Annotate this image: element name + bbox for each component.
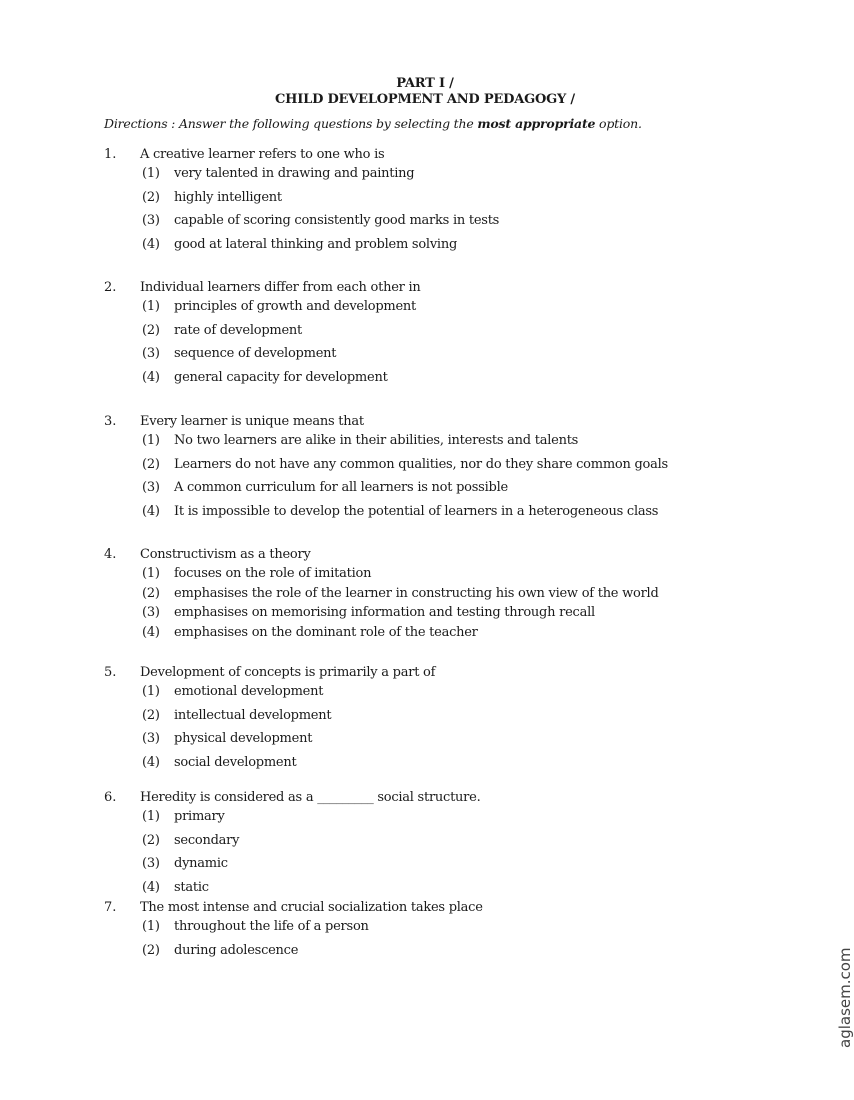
option-label: (4) (142, 503, 160, 519)
option-1[interactable] (104, 918, 704, 942)
option-text: sequence of development (174, 346, 337, 361)
option-text: primary (174, 809, 225, 824)
option-label: (3) (142, 213, 160, 228)
option-1[interactable] (104, 565, 704, 585)
question-number: 6. (104, 790, 117, 805)
option-label: (4) (142, 369, 160, 385)
option-text: highly intelligent (174, 189, 282, 205)
option-label: (3) (142, 480, 160, 495)
directions (104, 116, 642, 131)
question-7 (104, 898, 704, 965)
question-text: Individual learners differ from each other in (140, 280, 421, 295)
option-2[interactable] (104, 832, 704, 856)
question-text: Development of concepts is primarily a part of (140, 665, 436, 680)
option-label: (2) (142, 456, 160, 472)
option-text: physical development (174, 731, 313, 746)
question-text: The most intense and crucial socialization takes place (140, 900, 483, 915)
option-4[interactable] (104, 503, 704, 527)
question-5 (104, 663, 704, 777)
option-label: (4) (142, 236, 160, 252)
option-label: (4) (142, 879, 160, 895)
option-4[interactable] (104, 369, 704, 393)
option-label: (1) (142, 433, 160, 448)
option-3[interactable] (104, 345, 704, 369)
option-2[interactable] (104, 707, 704, 731)
question-3 (104, 412, 704, 526)
question-text: Heredity is considered as a _________ social structure. (140, 790, 481, 805)
option-text: throughout the life of a person (174, 919, 369, 934)
option-text: during adolescence (174, 942, 299, 958)
question-number: 2. (104, 280, 117, 295)
option-3[interactable] (104, 730, 704, 754)
option-text: emphasises the role of the learner in constructing his own view of the world (174, 585, 659, 601)
option-text: intellectual development (174, 707, 332, 723)
option-text: emphasises on memorising information and testing through recall (174, 605, 595, 620)
option-text: No two learners are alike in their abilities, interests and talents (174, 433, 579, 448)
option-text: rate of development (174, 322, 303, 338)
option-label: (3) (142, 731, 160, 746)
option-2[interactable] (104, 322, 704, 346)
question-2 (104, 278, 704, 392)
option-label: (4) (142, 754, 160, 770)
option-1[interactable] (104, 808, 704, 832)
option-text: static (174, 879, 209, 895)
option-label: (4) (142, 624, 160, 640)
question-4 (104, 545, 704, 643)
option-2[interactable] (104, 189, 704, 213)
option-label: (1) (142, 299, 160, 314)
question-number: 5. (104, 665, 117, 680)
option-1[interactable] (104, 165, 704, 189)
option-3[interactable] (104, 212, 704, 236)
option-3[interactable] (104, 604, 704, 624)
option-3[interactable] (104, 855, 704, 879)
option-text: very talented in drawing and painting (174, 166, 415, 181)
option-4[interactable] (104, 754, 704, 778)
option-label: (2) (142, 942, 160, 958)
option-4[interactable] (104, 236, 704, 260)
option-1[interactable] (104, 432, 704, 456)
directions-prefix: Directions : Answer the following questions by selecting the (104, 116, 478, 131)
option-text: capable of scoring consistently good marks in tests (174, 213, 500, 228)
option-label: (3) (142, 856, 160, 871)
directions-suffix: option. (595, 116, 642, 131)
section-title: CHILD DEVELOPMENT AND PEDAGOGY / (275, 92, 575, 107)
option-text: emotional development (174, 684, 324, 699)
option-label: (2) (142, 707, 160, 723)
option-label: (2) (142, 832, 160, 848)
question-1 (104, 145, 704, 259)
option-label: (3) (142, 605, 160, 620)
directions-emphasis: most appropriate (477, 116, 596, 131)
question-text: Constructivism as a theory (140, 547, 311, 562)
option-label: (2) (142, 322, 160, 338)
question-6 (104, 788, 704, 897)
question-number: 3. (104, 414, 117, 429)
option-text: social development (174, 754, 297, 770)
option-text: secondary (174, 832, 240, 848)
option-1[interactable] (104, 683, 704, 707)
option-2[interactable] (104, 585, 704, 605)
part-header (0, 76, 850, 108)
option-3[interactable] (104, 479, 704, 503)
option-1[interactable] (104, 298, 704, 322)
option-text: emphasises on the dominant role of the teacher (174, 624, 478, 640)
option-label: (1) (142, 166, 160, 181)
option-text: Learners do not have any common qualities, nor do they share common goals (174, 456, 668, 472)
question-number: 7. (104, 900, 117, 915)
option-4[interactable] (104, 624, 704, 644)
option-label: (1) (142, 566, 160, 581)
question-number: 4. (104, 547, 117, 562)
option-text: dynamic (174, 856, 228, 871)
option-text: It is impossible to develop the potential of learners in a heterogeneous class (174, 503, 659, 519)
question-text: Every learner is unique means that (140, 414, 364, 429)
question-text: A creative learner refers to one who is (140, 147, 385, 162)
option-label: (2) (142, 585, 160, 601)
option-label: (1) (142, 809, 160, 824)
option-text: focuses on the role of imitation (174, 566, 372, 581)
option-2[interactable] (104, 942, 704, 966)
option-text: A common curriculum for all learners is not possible (174, 480, 508, 495)
option-label: (2) (142, 189, 160, 205)
option-label: (3) (142, 346, 160, 361)
option-text: principles of growth and development (174, 299, 417, 314)
question-number: 1. (104, 147, 117, 162)
option-4[interactable] (104, 879, 704, 897)
part-title: PART I / (396, 76, 454, 91)
option-label: (1) (142, 684, 160, 699)
watermark: aglasem.com (836, 947, 854, 1048)
option-label: (1) (142, 919, 160, 934)
option-text: general capacity for development (174, 369, 388, 385)
option-2[interactable] (104, 456, 704, 480)
option-text: good at lateral thinking and problem solving (174, 236, 458, 252)
